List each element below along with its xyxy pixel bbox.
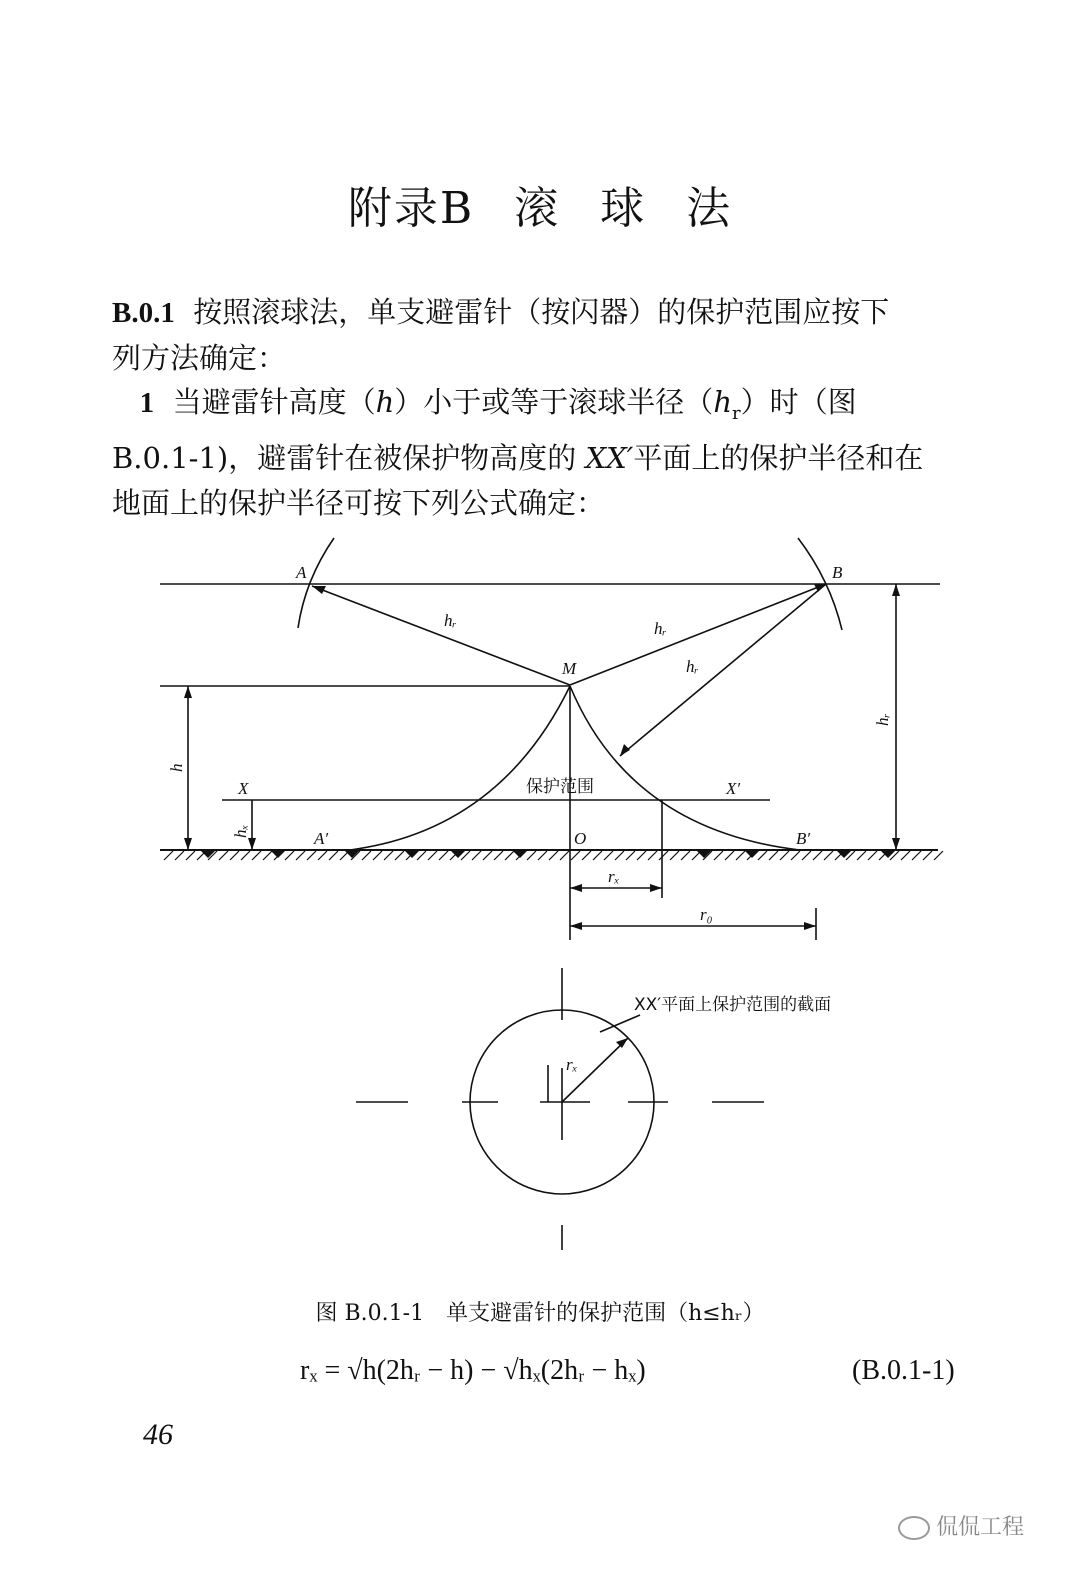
label-r0: r₀ [700,905,713,924]
label-a: A [296,563,307,582]
plan-leader [600,1015,640,1032]
arrow-rx-left [570,884,582,892]
hatch-line [417,851,426,860]
hatch-line [780,851,789,860]
hatch-line [483,851,492,860]
label-b-prime: B′ [796,829,811,848]
formula: rₓ = √h(2hᵣ − h) − √hₓ(2hᵣ − hₓ) [300,1355,646,1386]
watermark [898,1510,1024,1541]
arrow-h-top [184,686,192,698]
item1-text-c: ）时（图 [740,385,857,419]
arrow-hx [248,838,256,850]
hatch-line [769,851,778,860]
label-h: h [167,763,186,772]
arrow-arc [620,744,630,756]
protection-zone-figure [0,520,1080,1280]
hatch-line [439,851,448,860]
left-curve [350,686,570,850]
hatch-line [791,851,800,860]
hatch-line [857,851,866,860]
page-number: 46 [143,1418,173,1451]
hatch-line [758,851,767,860]
label-rx: rₓ [608,867,620,886]
hatch-line [263,851,272,860]
item1-line2-b: 平面上的保护半径和在 [633,440,924,475]
hatch-line [615,851,624,860]
hatch-line [736,851,745,860]
item1-text-b: ）小于或等于滚球半径（ [394,385,714,419]
label-hr-am: hᵣ [444,611,457,630]
ground-mark [744,850,760,858]
hatch-line [582,851,591,860]
item1-hr: h [713,385,732,419]
hatch-line [186,851,195,860]
hatch-line [538,851,547,860]
hatch-line [285,851,294,860]
hatch-line [912,851,921,860]
wechat-icon [898,1516,930,1540]
hatch-line [868,851,877,860]
title-char-3: 法 [686,183,733,234]
arrow-a [312,586,326,594]
right-curve [570,686,800,850]
line-am [312,586,570,685]
item1-xx: XX′ [585,440,634,475]
hatch-line [384,851,393,860]
hatch-line [593,851,602,860]
hatch-line [505,851,514,860]
item1-hr-sub: r [732,402,741,424]
hatch-line [428,851,437,860]
hatch-line [197,851,206,860]
hatch-line [604,851,613,860]
hatch-line [725,851,734,860]
section-number: B.0.1 [112,297,175,329]
arrow-h-bottom [184,838,192,850]
hatch-line [824,851,833,860]
label-hr-vertical: hᵣ [873,713,892,726]
hatch-line [637,851,646,860]
title-char-2: 球 [600,183,647,234]
label-hr-arc: hᵣ [686,657,699,676]
section-line-1: 按照滚球法，单支避雷针（按闪器）的保护范围应按下 [193,295,890,329]
hatch-line [230,851,239,860]
arrow-rx-right [650,884,662,892]
hatch-line [659,851,668,860]
item1-line3: 地面上的保护半径可按下列公式确定： [112,485,606,520]
hatch-line [164,851,173,860]
arrow-r0-right [804,922,816,930]
hatch-line [681,851,690,860]
hatch-line [494,851,503,860]
hatch-line [296,851,305,860]
hatch-line [472,851,481,860]
label-m: M [562,659,577,678]
arrow-hr-top [892,584,900,596]
title-char-1: 滚 [514,183,561,234]
section-line-2: 列方法确定： [112,341,287,375]
arrow-r0-left [570,922,582,930]
title-prefix: 附录B [347,183,475,234]
hatch-line [373,851,382,860]
hatch-line [571,851,580,860]
item-number: 1 [139,387,155,419]
hatch-line [307,851,316,860]
hatch-line [527,851,536,860]
arrow-plan [616,1038,628,1048]
watermark-text: 侃侃工程 [936,1515,1025,1540]
label-section: XX′平面上保护范围的截面 [634,995,832,1015]
label-b: B [832,563,843,582]
label-x: X [238,779,249,798]
label-o: O [574,829,587,848]
hatch-line [626,851,635,860]
hatch-line [362,851,371,860]
hatch-line [395,851,404,860]
hatch-line [219,851,228,860]
hatch-line [549,851,558,860]
hatch-line [318,851,327,860]
hatch-line [714,851,723,860]
hatch-line [340,851,349,860]
label-x-prime: X′ [726,779,741,798]
hatch-line [901,851,910,860]
hatch-line [692,851,701,860]
formula-number: (B.0.1-1) [852,1355,955,1386]
label-protection-zone: 保护范围 [526,777,594,797]
hatch-line [252,851,261,860]
label-hr-bm: hᵣ [654,619,667,638]
item1-h: h [375,385,395,419]
label-hx: hₓ [231,824,250,838]
label-plan-rx: rₓ [566,1055,578,1074]
hatch-line [241,851,250,860]
page-title [0,172,1080,236]
hatch-line [560,851,569,860]
label-a-prime: A′ [314,829,329,848]
hatch-line [813,851,822,860]
item1-text-a: 当避雷针高度（ [172,385,376,419]
hatch-line [648,851,657,860]
hatch-line [934,851,943,860]
figure-caption: 图 B.0.1-1 单支避雷针的保护范围（h≤hᵣ） [315,1301,765,1326]
section-b01 [112,290,992,381]
hatch-line [670,851,679,860]
item-1 [112,380,992,526]
line-b-arc [620,584,826,756]
ground-hatching [164,851,943,860]
hatch-line [175,851,184,860]
arrow-hr-bottom [892,838,900,850]
hatch-line [329,851,338,860]
hatch-line [802,851,811,860]
item1-line2-a: B.0.1-1)，避雷针在被保护物高度的 [112,440,586,475]
arc-a [298,538,334,628]
hatch-line [923,851,932,860]
